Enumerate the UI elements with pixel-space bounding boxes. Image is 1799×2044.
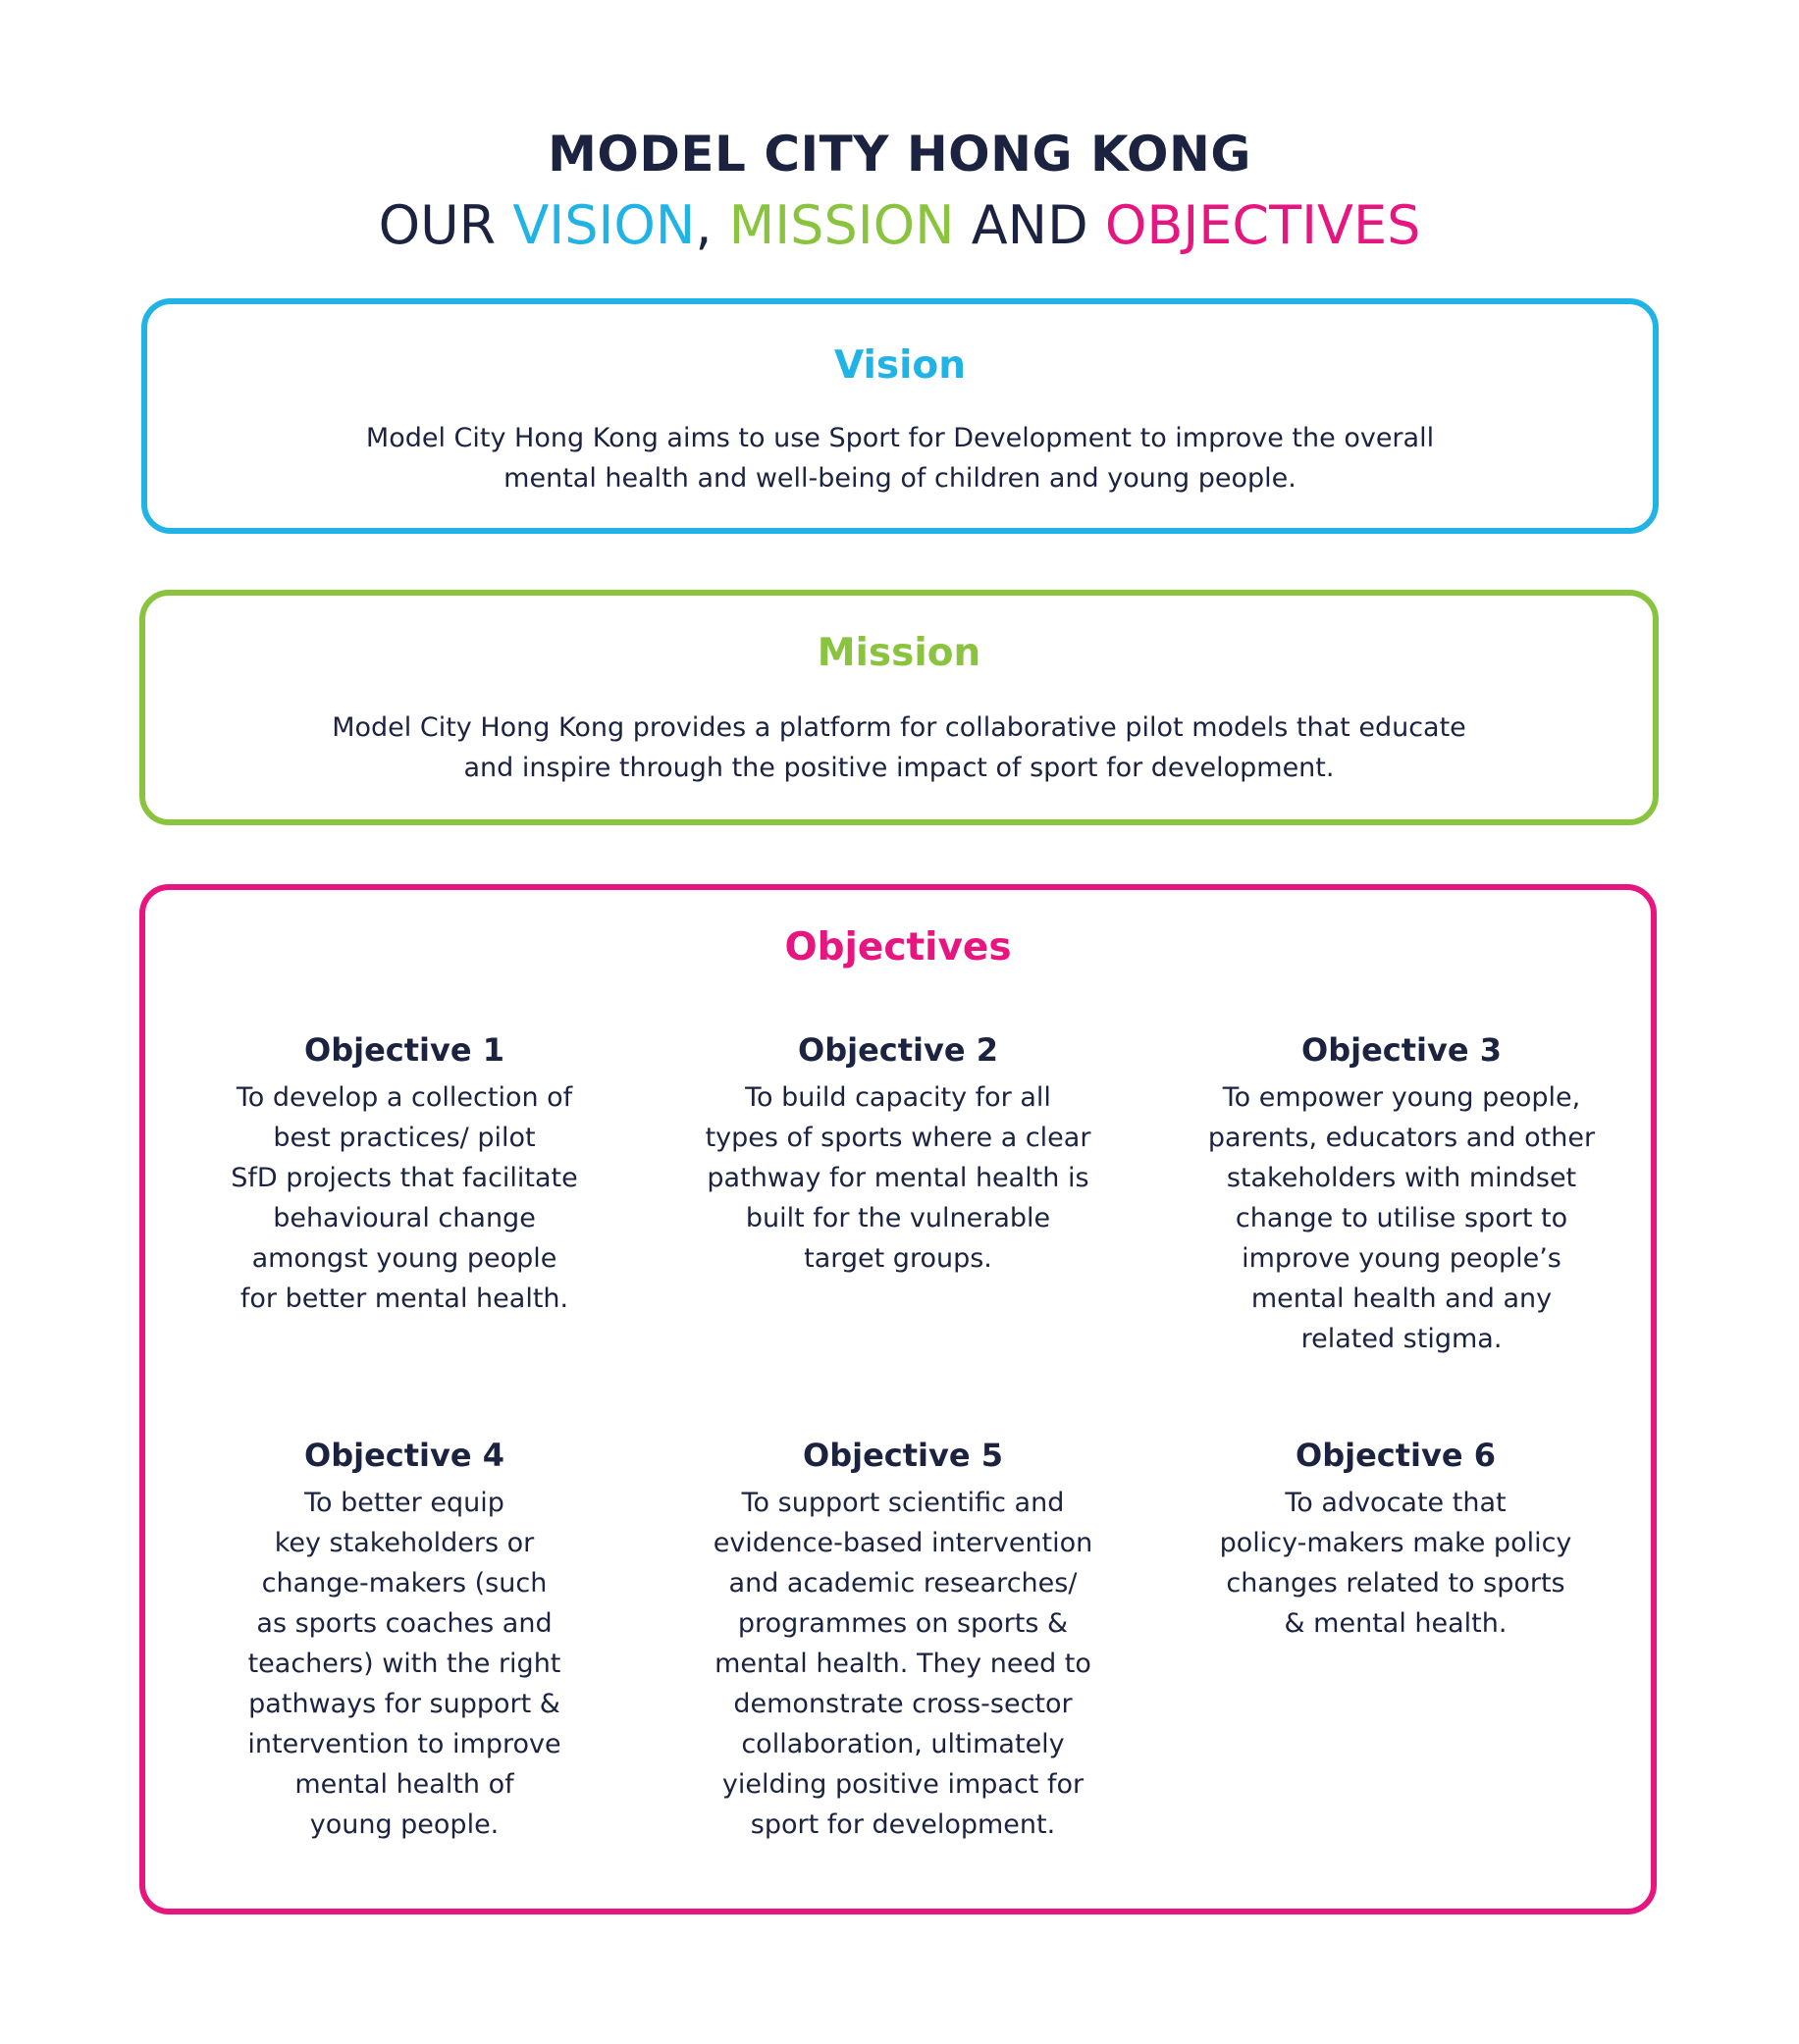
objective-line: teachers) with the right (247, 1649, 561, 1679)
objective-line: To advocate that (1285, 1488, 1507, 1518)
objective-3 (1195, 1030, 1608, 1359)
objective-text (198, 1483, 610, 1845)
objective-title: Objective 2 (798, 1031, 998, 1069)
objective-line: demonstrate cross-sector (733, 1689, 1073, 1719)
page-title: MODEL CITY HONG KONG (548, 126, 1251, 183)
objectives-heading: Objectives (784, 925, 1012, 970)
subtitle-objectives: OBJECTIVES (1104, 194, 1421, 256)
objective-title: Objective 6 (1296, 1437, 1496, 1474)
objective-1 (198, 1030, 610, 1319)
objective-line: pathway for mental health is (707, 1163, 1089, 1193)
mission-line: Model City Hong Kong provides a platform for collaborative pilot models that educate (332, 712, 1466, 743)
objective-line: policy-makers make policy (1219, 1528, 1572, 1558)
objective-line: programmes on sports & (737, 1608, 1069, 1639)
objective-line: To develop a collection of (236, 1082, 573, 1113)
objective-line: yielding positive impact for (721, 1769, 1085, 1800)
objective-6 (1190, 1436, 1602, 1644)
objective-line: stakeholders with mindset (1226, 1163, 1577, 1193)
objective-line: target groups. (804, 1243, 992, 1274)
objective-line: as sports coaches and (256, 1608, 553, 1639)
objective-line: pathways for support & (248, 1689, 560, 1719)
objective-line: amongst young people (251, 1243, 557, 1274)
mission-text (145, 708, 1653, 788)
subtitle-comma: , (695, 194, 713, 256)
objective-line: To support scientific and (741, 1488, 1065, 1518)
vision-line: mental health and well-being of children and young people. (503, 463, 1296, 494)
objective-text (198, 1077, 610, 1319)
vision-line: Model City Hong Kong aims to use Sport for Development to improve the overall (365, 423, 1435, 453)
objective-line: improve young people’s (1242, 1243, 1561, 1274)
mission-box (139, 590, 1659, 825)
objective-text (692, 1077, 1104, 1279)
objective-5 (697, 1436, 1109, 1845)
objective-line: mental health and any (1250, 1284, 1553, 1314)
objective-text (1190, 1483, 1602, 1644)
objective-title: Objective 3 (1301, 1031, 1502, 1069)
objective-text (697, 1483, 1109, 1845)
objective-line: To build capacity for all (745, 1082, 1051, 1113)
objective-line: To better equip (304, 1488, 504, 1518)
vision-heading: Vision (833, 343, 966, 388)
objective-text (1195, 1077, 1608, 1359)
objective-line: parents, educators and other (1207, 1123, 1596, 1153)
vision-box (141, 298, 1659, 534)
objective-line: change-makers (such (261, 1568, 548, 1599)
objective-line: To empower young people, (1222, 1082, 1581, 1113)
objective-line: types of sports where a clear (705, 1123, 1091, 1153)
objective-line: related stigma. (1300, 1324, 1503, 1354)
objective-line: mental health of (294, 1769, 514, 1800)
subtitle-mission: MISSION (728, 194, 955, 256)
objective-line: SfD projects that facilitate (231, 1163, 578, 1193)
mission-line: and inspire through the positive impact of sport for development. (463, 753, 1335, 783)
objective-4 (198, 1436, 610, 1845)
mission-heading: Mission (817, 631, 981, 675)
vision-text (147, 418, 1653, 498)
objective-line: for better mental health. (239, 1284, 569, 1314)
objective-line: behavioural change (273, 1203, 536, 1233)
objective-line: key stakeholders or (274, 1528, 535, 1558)
objective-line: intervention to improve (247, 1729, 561, 1759)
objective-line: best practices/ pilot (273, 1123, 536, 1153)
objective-line: mental health. They need to (714, 1649, 1091, 1679)
objective-line: changes related to sports (1226, 1568, 1565, 1599)
objective-line: built for the vulnerable (745, 1203, 1051, 1233)
objective-line: change to utilise sport to (1235, 1203, 1568, 1233)
subtitle-vision: VISION (512, 194, 696, 256)
objective-2 (692, 1030, 1104, 1279)
objective-line: and academic researches/ (728, 1568, 1078, 1599)
objective-line: & mental health. (1284, 1608, 1508, 1639)
objective-line: collaboration, ultimately (741, 1729, 1065, 1759)
objective-title: Objective 5 (803, 1437, 1003, 1474)
subtitle-and: AND (971, 194, 1088, 256)
objective-line: sport for development. (750, 1809, 1056, 1840)
objective-line: young people. (309, 1809, 500, 1840)
objective-line: evidence-based intervention (713, 1528, 1093, 1558)
objective-title: Objective 4 (304, 1437, 504, 1474)
subtitle-our: OUR (378, 194, 497, 256)
objective-title: Objective 1 (304, 1031, 504, 1069)
page-subtitle (0, 194, 1799, 256)
